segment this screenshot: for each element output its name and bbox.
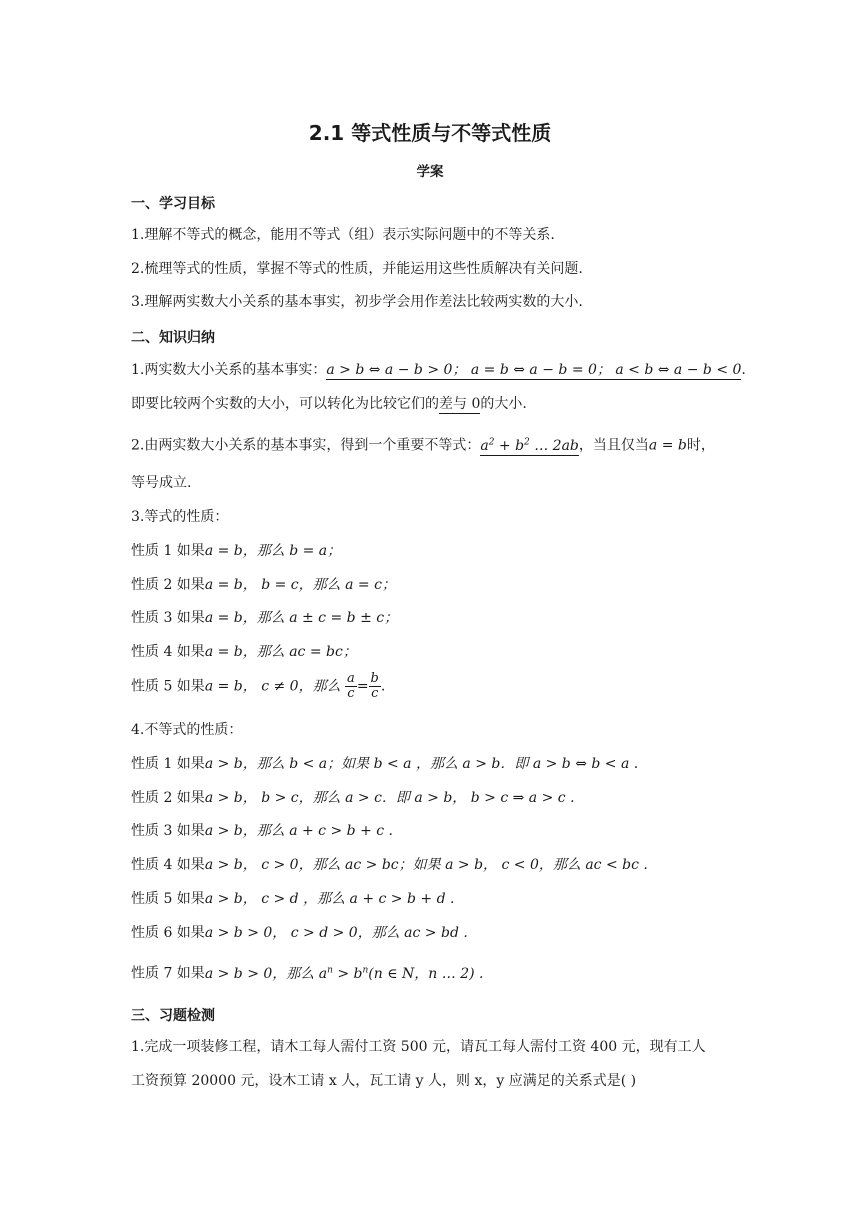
eq-prop-2-label: 性质 2 如果 xyxy=(131,577,205,593)
page-title: 2.1 等式性质与不等式性质 xyxy=(308,121,552,145)
ineq-prop-3-text: a > b，那么 a + c > b + c . xyxy=(204,823,393,839)
ineq-prop-1 xyxy=(131,755,638,773)
ineq-prop-4-label: 性质 4 如果 xyxy=(131,857,205,873)
ineq-prop-6-label: 性质 6 如果 xyxy=(131,925,205,941)
eq-prop-4 xyxy=(131,643,357,661)
ineq-prop-7-sup1: n xyxy=(327,965,333,975)
eq-prop-1-text: a = b，那么 b = a； xyxy=(204,543,342,559)
fact-1-prefix: 1.两实数大小关系的基本事实： xyxy=(131,362,327,378)
fact-1-line2-suffix: 的大小. xyxy=(480,396,527,412)
ineq-prop-7-math xyxy=(205,966,484,982)
fraction-b-over-c xyxy=(369,672,381,701)
fact-2-prefix: 2.由两实数大小关系的基本事实，得到一个重要不等式： xyxy=(131,437,481,454)
ineq-prop-7 xyxy=(131,961,483,983)
ineq-prop-5-label: 性质 5 如果 xyxy=(131,891,205,907)
eq-prop-2 xyxy=(131,576,396,594)
ineq-prop-1-text: a > b，那么 b < a；如果 b < a ，那么 a > b．即 a > b ⇔ b < a . xyxy=(204,756,639,772)
ineq-prop-7-sup2: n xyxy=(362,965,369,975)
page-subtitle: 学案 xyxy=(416,164,444,180)
eq-prop-3-label: 性质 3 如果 xyxy=(131,610,205,626)
eq-prop-4-label: 性质 4 如果 xyxy=(131,644,205,660)
ineq-props-heading: 4.不等式的性质： xyxy=(131,722,243,738)
ineq-prop-7-part3: (n ∈ N，n … 2) . xyxy=(368,965,484,982)
fraction-equals: = xyxy=(356,678,369,695)
ineq-prop-7-part1: a > b > 0，那么 a xyxy=(204,965,328,982)
goal-item-2: 2.梳理等式的性质，掌握不等式的性质，并能运用这些性质解决有关问题. xyxy=(131,261,583,277)
fact-2-suffix: ，当且仅当 xyxy=(578,437,649,454)
ineq-prop-1-label: 性质 1 如果 xyxy=(131,756,205,772)
fact-2-math-sup1: 2 xyxy=(488,437,495,447)
fraction-1-denominator: c xyxy=(347,686,355,701)
section-heading-exercises: 三、习题检测 xyxy=(131,1008,215,1024)
fraction-2-denominator: c xyxy=(371,686,379,701)
question-1-line-2: 工资预算 20000 元，设木工请 x 人，瓦工请 y 人，则 x，y 应满足的关系式是( ) xyxy=(131,1073,637,1089)
eq-prop-3 xyxy=(131,609,398,627)
goal-item-3: 3.理解两实数大小关系的基本事实，初步学会用作差法比较两实数的大小. xyxy=(131,294,583,310)
ineq-prop-4-text: a > b， c > 0，那么 ac > bc；如果 a > b， c < 0，那么 ac < bc . xyxy=(204,857,648,873)
goal-item-1: 1.理解不等式的概念，能用不等式（组）表示实际问题中的不等关系. xyxy=(131,227,555,243)
fact-1-math: a > b ⇔ a − b > 0； a = b ⇔ a − b = 0； a < b ⇔ a − b < 0 xyxy=(326,362,742,378)
fact-2-end: 时， xyxy=(686,437,715,454)
ineq-prop-3-label: 性质 3 如果 xyxy=(131,823,205,839)
fact-2-math-mid: + b xyxy=(494,437,525,454)
eq-prop-2-text: a = b， b = c，那么 a = c； xyxy=(204,577,396,593)
ineq-prop-6 xyxy=(131,924,468,942)
fraction-1-numerator: a xyxy=(347,671,355,686)
fact-1-line2-prefix: 即要比较两个实数的大小，可以转化为比较它们的 xyxy=(131,396,439,412)
eq-prop-3-text: a = b，那么 a ± c = b ± c； xyxy=(204,610,399,626)
section-heading-goals: 一、学习目标 xyxy=(131,196,215,212)
section-heading-knowledge: 二、知识归纳 xyxy=(131,330,215,346)
fact-2-line-1 xyxy=(131,433,715,455)
ineq-prop-2-label: 性质 2 如果 xyxy=(131,790,205,806)
fact-1-line-1 xyxy=(131,361,746,379)
eq-prop-1-label: 性质 1 如果 xyxy=(131,543,205,559)
eq-prop-1 xyxy=(131,542,341,560)
ineq-prop-5-text: a > b， c > d ，那么 a + c > b + d . xyxy=(204,891,455,907)
fraction-2-numerator: b xyxy=(370,671,379,686)
ineq-prop-6-text: a > b > 0， c > d > 0，那么 ac > bd . xyxy=(204,925,468,941)
fact-2-cond: a = b xyxy=(648,437,687,454)
ineq-prop-2 xyxy=(131,789,575,807)
eq-prop-5-label: 性质 5 如果 xyxy=(131,678,205,695)
fact-1-suffix: . xyxy=(741,362,746,378)
fact-2-line-2: 等号成立. xyxy=(131,475,192,491)
eq-props-heading: 3.等式的性质： xyxy=(131,509,229,525)
ineq-prop-7-label: 性质 7 如果 xyxy=(131,965,205,982)
fact-1-line2-underlined: 差与 0 xyxy=(439,396,481,412)
eq-prop-5-end: . xyxy=(380,678,386,695)
ineq-prop-5 xyxy=(131,890,454,908)
ineq-prop-2-text: a > b， b > c，那么 a > c．即 a > b， b > c ⇒ a > c . xyxy=(204,790,575,806)
fact-2-math xyxy=(480,438,579,456)
fraction-a-over-c xyxy=(345,672,357,701)
fact-2-math-a: a xyxy=(480,437,489,454)
eq-prop-5-text: a = b， c ≠ 0，那么 xyxy=(204,678,341,695)
eq-prop-5 xyxy=(131,672,385,701)
eq-prop-4-text: a = b，那么 ac = bc； xyxy=(204,644,357,660)
ineq-prop-7-part2: > b xyxy=(332,965,363,982)
question-1-line-1: 1.完成一项装修工程，请木工每人需付工资 500 元，请瓦工每人需付工资 400 元，现有工人 xyxy=(131,1039,706,1055)
fact-1-line-2 xyxy=(131,395,527,413)
fact-2-math-sup2: 2 xyxy=(524,437,530,447)
fact-2-math-tail: … 2ab xyxy=(529,437,579,454)
ineq-prop-3 xyxy=(131,822,393,840)
ineq-prop-4 xyxy=(131,856,648,874)
